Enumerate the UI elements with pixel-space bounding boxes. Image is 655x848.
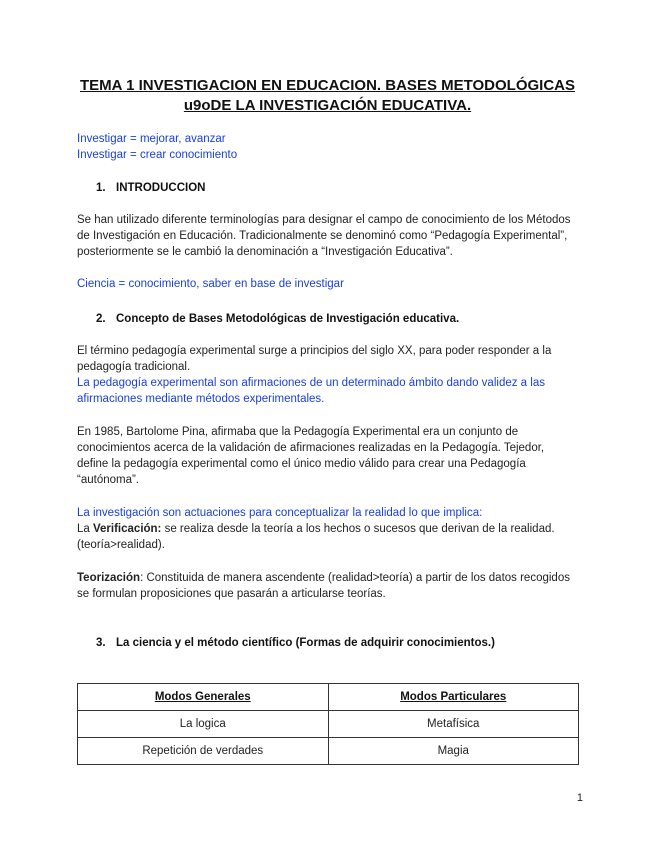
verificacion-text: se realiza desde la teoría a los hechos o sucesos que derivan de la realidad. (teoría>realidad). — [77, 523, 555, 551]
section-number: 1. — [96, 182, 106, 194]
note-investigar-mejorar: Investigar = mejorar, avanzar — [77, 133, 226, 145]
section-heading-3 — [96, 635, 495, 651]
paragraph-bartolome: En 1985, Bartolome Pina, afirmaba que la Pedagogía Experimental era un conjunto de conocimientos acerca de la validación de afirmaciones realizadas en la Pedagogía. Tejedor, define la pedagogía experimental como el único medio válido para crear una Pedagogía “autónoma”. — [77, 426, 545, 486]
table-cell: La logica — [78, 711, 329, 738]
verificacion-prefix: La — [77, 523, 93, 535]
paragraph-termino: El término pedagogía experimental surge a principios del siglo XX, para poder responder a la pedagogía tradicional. — [77, 345, 552, 373]
section-number: 3. — [96, 637, 106, 649]
paragraph-pedagogia-experimental: La pedagogía experimental son afirmaciones de un determinado ámbito dando validez a las afirmaciones mediante métodos experimentales. — [77, 377, 545, 405]
table-header-modos-generales: Modos Generales — [78, 684, 329, 711]
paragraph-teorizacion — [77, 570, 577, 602]
section-title: INTRODUCCION — [116, 182, 206, 194]
section-number: 2. — [96, 313, 106, 325]
teorizacion-text: : Constituida de manera ascendente (realidad>teoría) a partir de los datos recogidos se formulan proposiciones que pasarán a articularse teorías. — [77, 572, 570, 600]
title-line-1: TEMA 1 INVESTIGACION EN EDUCACION. BASES METODOLÓGICAS — [79, 77, 576, 94]
note-investigar-crear: Investigar = crear conocimiento — [77, 149, 238, 161]
paragraph-intro: Se han utilizado diferente terminologías para designar el campo de conocimiento de los Métodos de Investigación en Educación. Tradicionalmente se denominó como “Pedagogía Experimental”, posteriormente se le cambió la denominación a “Investigación Educativa”. — [77, 214, 571, 258]
table-row — [78, 738, 579, 765]
section-title: Concepto de Bases Metodológicas de Investigación educativa. — [116, 313, 460, 325]
section-heading-1 — [96, 180, 205, 196]
section-title: La ciencia y el método científico (Formas de adquirir conocimientos.) — [116, 637, 495, 649]
paragraph-investigacion: La investigación son actuaciones para conceptualizar la realidad lo que implica: — [77, 507, 483, 519]
verificacion-term: Verificación: — [93, 523, 162, 535]
title-line-2: u9oDE LA INVESTIGACIÓN EDUCATIVA. — [183, 97, 472, 114]
paragraph-verificacion — [77, 521, 577, 553]
intro-notes — [77, 131, 577, 163]
page-number: 1 — [576, 792, 583, 804]
table-cell: Repetición de verdades — [78, 738, 329, 765]
table-header-row — [78, 684, 579, 711]
modes-table — [77, 683, 579, 765]
table-cell: Magia — [328, 738, 579, 765]
table-header-modos-particulares: Modos Particulares — [328, 684, 579, 711]
table-cell: Metafísica — [328, 711, 579, 738]
teorizacion-term: Teorización — [77, 572, 141, 584]
table-row — [78, 711, 579, 738]
paragraph-ciencia: Ciencia = conocimiento, saber en base de investigar — [77, 278, 344, 290]
document-title — [60, 76, 595, 116]
section-heading-2 — [96, 311, 459, 327]
